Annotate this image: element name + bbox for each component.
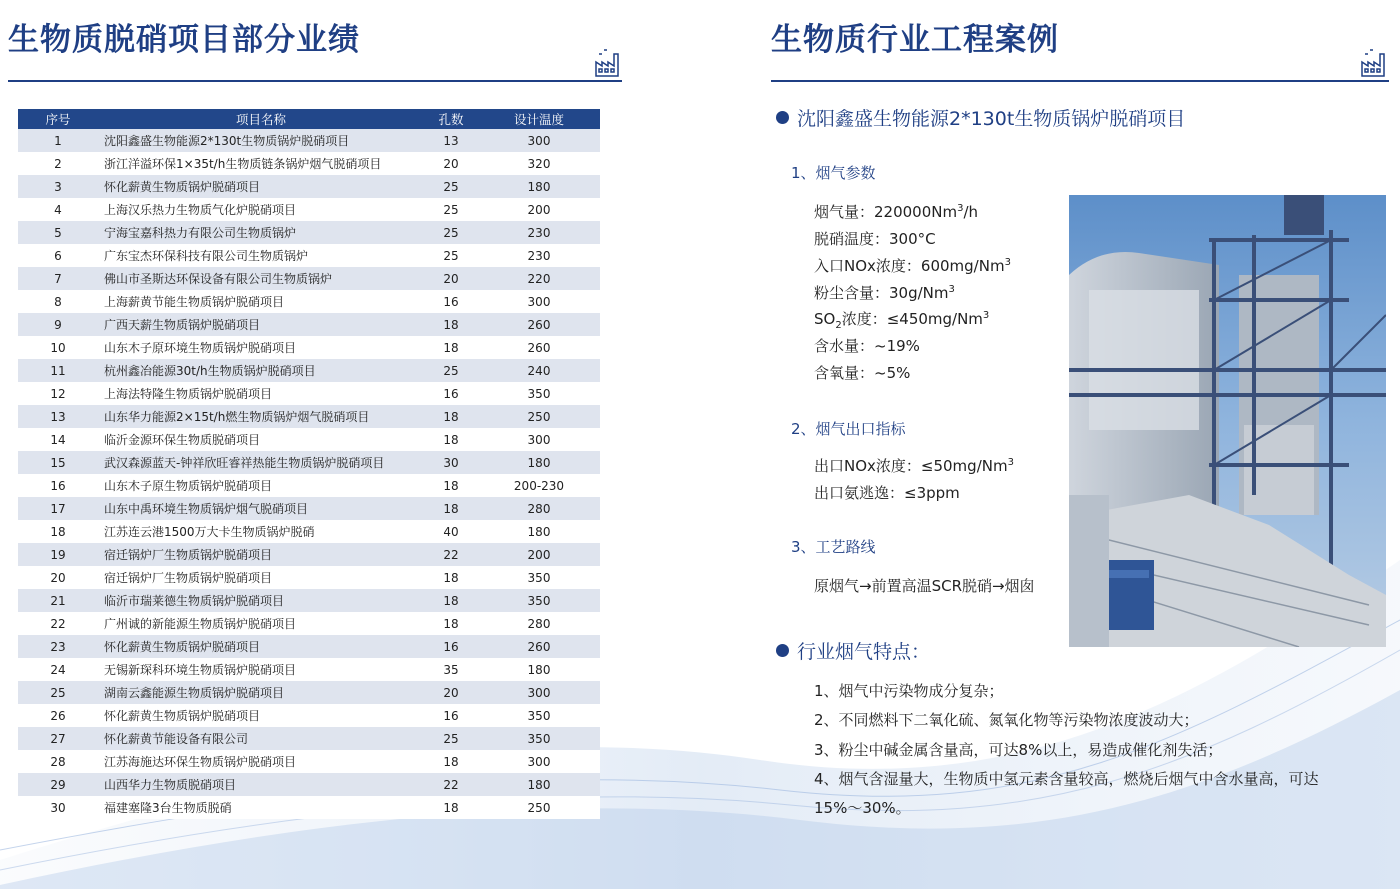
cell-holes: 22 bbox=[424, 543, 478, 566]
cell-design-temp: 230 bbox=[478, 244, 600, 267]
cell-project-name: 宿迁锅炉厂生物质锅炉脱硝项目 bbox=[98, 543, 424, 566]
cell-index: 29 bbox=[18, 773, 98, 796]
cell-project-name: 江苏海施达环保生物质锅炉脱硝项目 bbox=[98, 750, 424, 773]
cell-index: 10 bbox=[18, 336, 98, 359]
cell-holes: 20 bbox=[424, 267, 478, 290]
cell-index: 7 bbox=[18, 267, 98, 290]
section-outlet-indicators: 2、烟气出口指标 bbox=[791, 420, 906, 438]
table-row bbox=[18, 520, 600, 543]
denox-temperature: 脱硝温度：300°C bbox=[814, 230, 936, 248]
table-row bbox=[18, 589, 600, 612]
table-row bbox=[18, 750, 600, 773]
cell-design-temp: 350 bbox=[478, 382, 600, 405]
table-row bbox=[18, 382, 600, 405]
cell-index: 12 bbox=[18, 382, 98, 405]
section-flue-gas-params: 1、烟气参数 bbox=[791, 164, 876, 182]
right-title-rule bbox=[771, 80, 1389, 82]
cell-project-name: 无锡新琛科环境生物质锅炉脱硝项目 bbox=[98, 658, 424, 681]
cell-index: 2 bbox=[18, 152, 98, 175]
inlet-nox: 入口NOx浓度：600mg/Nm$^3$ bbox=[814, 257, 1011, 275]
cell-project-name: 宁海宝嘉科热力有限公司生物质锅炉 bbox=[98, 221, 424, 244]
cell-design-temp: 220 bbox=[478, 267, 600, 290]
cell-design-temp: 180 bbox=[478, 520, 600, 543]
cell-index: 17 bbox=[18, 497, 98, 520]
cell-design-temp: 250 bbox=[478, 405, 600, 428]
cell-holes: 18 bbox=[424, 336, 478, 359]
table-row bbox=[18, 175, 600, 198]
table-row bbox=[18, 336, 600, 359]
dust-content: 粉尘含量：30g/Nm$^3$ bbox=[814, 284, 955, 302]
features-heading bbox=[776, 637, 930, 664]
cell-design-temp: 200 bbox=[478, 198, 600, 221]
cell-design-temp: 180 bbox=[478, 451, 600, 474]
cell-design-temp: 260 bbox=[478, 635, 600, 658]
cell-holes: 25 bbox=[424, 175, 478, 198]
table-row bbox=[18, 497, 600, 520]
cell-design-temp: 320 bbox=[478, 152, 600, 175]
table-row bbox=[18, 129, 600, 152]
table-row bbox=[18, 658, 600, 681]
cell-design-temp: 180 bbox=[478, 773, 600, 796]
table-row bbox=[18, 727, 600, 750]
cell-holes: 18 bbox=[424, 589, 478, 612]
col-header-holes: 孔数 bbox=[424, 109, 478, 129]
cell-holes: 18 bbox=[424, 405, 478, 428]
cell-holes: 35 bbox=[424, 658, 478, 681]
cell-holes: 18 bbox=[424, 796, 478, 819]
cell-holes: 16 bbox=[424, 290, 478, 313]
cell-index: 8 bbox=[18, 290, 98, 313]
cell-holes: 18 bbox=[424, 474, 478, 497]
cell-index: 3 bbox=[18, 175, 98, 198]
table-row bbox=[18, 451, 600, 474]
scr-plant-photo bbox=[1069, 195, 1386, 647]
case-title bbox=[776, 104, 1185, 131]
cell-design-temp: 350 bbox=[478, 566, 600, 589]
cell-holes: 18 bbox=[424, 313, 478, 336]
left-page-title: 生物质脱硝项目部分业绩 bbox=[8, 22, 360, 58]
table-row bbox=[18, 405, 600, 428]
cell-design-temp: 280 bbox=[478, 497, 600, 520]
col-header-index: 序号 bbox=[18, 109, 98, 129]
cell-design-temp: 300 bbox=[478, 290, 600, 313]
cell-design-temp: 300 bbox=[478, 129, 600, 152]
cell-design-temp: 300 bbox=[478, 681, 600, 704]
feature-item: 3、粉尘中碱金属含量高，可达8%以上，易造成催化剂失活； bbox=[814, 741, 1223, 759]
cell-holes: 25 bbox=[424, 359, 478, 382]
cell-project-name: 山东华力能源2×15t/h燃生物质锅炉烟气脱硝项目 bbox=[98, 405, 424, 428]
oxygen-content: 含氧量：~5% bbox=[814, 364, 911, 382]
cell-design-temp: 260 bbox=[478, 313, 600, 336]
cell-project-name: 山东木子原生物质锅炉脱硝项目 bbox=[98, 474, 424, 497]
cell-project-name: 山西华力生物质脱硝项目 bbox=[98, 773, 424, 796]
table-row bbox=[18, 152, 600, 175]
section-process-route: 3、工艺路线 bbox=[791, 538, 876, 556]
cell-project-name: 怀化薪黄生物质锅炉脱硝项目 bbox=[98, 635, 424, 658]
cell-index: 15 bbox=[18, 451, 98, 474]
cell-design-temp: 230 bbox=[478, 221, 600, 244]
table-row bbox=[18, 198, 600, 221]
col-header-name: 项目名称 bbox=[98, 109, 424, 129]
cell-project-name: 佛山市圣斯达环保设备有限公司生物质锅炉 bbox=[98, 267, 424, 290]
cell-design-temp: 350 bbox=[478, 589, 600, 612]
cell-index: 24 bbox=[18, 658, 98, 681]
cell-project-name: 广西天薪生物质锅炉脱硝项目 bbox=[98, 313, 424, 336]
cell-index: 1 bbox=[18, 129, 98, 152]
cell-index: 9 bbox=[18, 313, 98, 336]
cell-index: 30 bbox=[18, 796, 98, 819]
cell-index: 16 bbox=[18, 474, 98, 497]
cell-index: 23 bbox=[18, 635, 98, 658]
cell-index: 20 bbox=[18, 566, 98, 589]
cell-index: 28 bbox=[18, 750, 98, 773]
cell-holes: 30 bbox=[424, 451, 478, 474]
cell-design-temp: 260 bbox=[478, 336, 600, 359]
table-header-row bbox=[18, 109, 600, 129]
cell-design-temp: 240 bbox=[478, 359, 600, 382]
cell-project-name: 沈阳鑫盛生物能源2*130t生物质锅炉脱硝项目 bbox=[98, 129, 424, 152]
left-title-rule bbox=[8, 80, 622, 82]
cell-index: 14 bbox=[18, 428, 98, 451]
cell-design-temp: 350 bbox=[478, 727, 600, 750]
table-row bbox=[18, 244, 600, 267]
cell-project-name: 上海薪黄节能生物质锅炉脱硝项目 bbox=[98, 290, 424, 313]
table-row bbox=[18, 474, 600, 497]
cell-project-name: 江苏连云港1500万大卡生物质锅炉脱硝 bbox=[98, 520, 424, 543]
table-row bbox=[18, 704, 600, 727]
cell-holes: 22 bbox=[424, 773, 478, 796]
cell-project-name: 广东宝杰环保科技有限公司生物质锅炉 bbox=[98, 244, 424, 267]
factory-icon bbox=[1360, 48, 1388, 78]
flue-gas-flow: 烟气量：220000Nm$^3$/h bbox=[814, 203, 979, 221]
cell-holes: 18 bbox=[424, 750, 478, 773]
ammonia-slip: 出口氨逃逸：≤3ppm bbox=[814, 484, 960, 502]
cell-index: 26 bbox=[18, 704, 98, 727]
cell-project-name: 杭州鑫冶能源30t/h生物质锅炉脱硝项目 bbox=[98, 359, 424, 382]
table-row bbox=[18, 359, 600, 382]
cell-project-name: 湖南云鑫能源生物质锅炉脱硝项目 bbox=[98, 681, 424, 704]
cell-holes: 25 bbox=[424, 198, 478, 221]
table-row bbox=[18, 635, 600, 658]
cell-project-name: 宿迁锅炉厂生物质锅炉脱硝项目 bbox=[98, 566, 424, 589]
cell-holes: 13 bbox=[424, 129, 478, 152]
features-heading-text: 行业烟气特点： bbox=[797, 641, 931, 663]
cell-holes: 18 bbox=[424, 566, 478, 589]
cell-project-name: 临沂市瑞莱德生物质锅炉脱硝项目 bbox=[98, 589, 424, 612]
table-row bbox=[18, 543, 600, 566]
cell-project-name: 山东木子原环境生物质锅炉脱硝项目 bbox=[98, 336, 424, 359]
cell-holes: 16 bbox=[424, 635, 478, 658]
table-row bbox=[18, 796, 600, 819]
cell-project-name: 上海法特隆生物质锅炉脱硝项目 bbox=[98, 382, 424, 405]
cell-project-name: 武汉森源蓝天-钟祥欣旺睿祥热能生物质锅炉脱硝项目 bbox=[98, 451, 424, 474]
table-row bbox=[18, 612, 600, 635]
cell-holes: 16 bbox=[424, 704, 478, 727]
table-row bbox=[18, 773, 600, 796]
cell-holes: 25 bbox=[424, 727, 478, 750]
cell-design-temp: 180 bbox=[478, 175, 600, 198]
cell-project-name: 怀化薪黄生物质锅炉脱硝项目 bbox=[98, 704, 424, 727]
cell-design-temp: 250 bbox=[478, 796, 600, 819]
cell-index: 19 bbox=[18, 543, 98, 566]
bullet-dot bbox=[776, 644, 789, 657]
cell-project-name: 上海汉乐热力生物质气化炉脱硝项目 bbox=[98, 198, 424, 221]
feature-item: 2、不同燃料下二氧化硫、氮氧化物等污染物浓度波动大； bbox=[814, 711, 1199, 729]
cell-project-name: 怀化薪黄节能设备有限公司 bbox=[98, 727, 424, 750]
case-title-text: 沈阳鑫盛生物能源2*130t生物质锅炉脱硝项目 bbox=[797, 108, 1186, 130]
cell-index: 25 bbox=[18, 681, 98, 704]
cell-index: 4 bbox=[18, 198, 98, 221]
cell-project-name: 浙江洋溢环保1×35t/h生物质链条锅炉烟气脱硝项目 bbox=[98, 152, 424, 175]
cell-holes: 18 bbox=[424, 428, 478, 451]
cell-design-temp: 300 bbox=[478, 750, 600, 773]
cell-index: 21 bbox=[18, 589, 98, 612]
table-row bbox=[18, 267, 600, 290]
cell-holes: 18 bbox=[424, 497, 478, 520]
table-row bbox=[18, 566, 600, 589]
right-page-title: 生物质行业工程案例 bbox=[771, 22, 1059, 58]
cell-project-name: 广州诚的新能源生物质锅炉脱硝项目 bbox=[98, 612, 424, 635]
table-row bbox=[18, 428, 600, 451]
process-route: 原烟气→前置高温SCR脱硝→烟囱 bbox=[814, 577, 1035, 595]
cell-design-temp: 180 bbox=[478, 658, 600, 681]
cell-holes: 20 bbox=[424, 681, 478, 704]
cell-design-temp: 200 bbox=[478, 543, 600, 566]
cell-project-name: 山东中禹环境生物质锅炉烟气脱硝项目 bbox=[98, 497, 424, 520]
cell-project-name: 临沂金源环保生物质脱硝项目 bbox=[98, 428, 424, 451]
factory-icon bbox=[594, 48, 622, 78]
cell-design-temp: 280 bbox=[478, 612, 600, 635]
table-row bbox=[18, 681, 600, 704]
outlet-nox: 出口NOx浓度：$\le 50mg/Nm^3$ bbox=[814, 457, 1014, 475]
cell-design-temp: 200-230 bbox=[478, 474, 600, 497]
cell-holes: 40 bbox=[424, 520, 478, 543]
cell-index: 5 bbox=[18, 221, 98, 244]
table-row bbox=[18, 313, 600, 336]
cell-project-name: 怀化薪黄生物质锅炉脱硝项目 bbox=[98, 175, 424, 198]
feature-item: 15%～30%。 bbox=[814, 799, 911, 817]
cell-index: 27 bbox=[18, 727, 98, 750]
cell-holes: 25 bbox=[424, 221, 478, 244]
cell-index: 6 bbox=[18, 244, 98, 267]
cell-index: 18 bbox=[18, 520, 98, 543]
col-header-temp: 设计温度 bbox=[478, 109, 600, 129]
so2-concentration: $SO_2$浓度：$\le 450mg/Nm^3$ bbox=[814, 310, 990, 331]
cell-design-temp: 350 bbox=[478, 704, 600, 727]
cell-holes: 20 bbox=[424, 152, 478, 175]
project-table bbox=[18, 109, 600, 819]
table-row bbox=[18, 221, 600, 244]
water-content: 含水量：~19% bbox=[814, 337, 920, 355]
feature-item: 4、烟气含湿量大，生物质中氢元素含量较高，燃烧后烟气中含水量高，可达 bbox=[814, 770, 1319, 788]
cell-holes: 25 bbox=[424, 244, 478, 267]
bullet-dot bbox=[776, 111, 789, 124]
cell-project-name: 福建塞隆3台生物质脱硝 bbox=[98, 796, 424, 819]
table-row bbox=[18, 290, 600, 313]
cell-index: 11 bbox=[18, 359, 98, 382]
cell-design-temp: 300 bbox=[478, 428, 600, 451]
cell-index: 13 bbox=[18, 405, 98, 428]
cell-holes: 16 bbox=[424, 382, 478, 405]
feature-item: 1、烟气中污染物成分复杂； bbox=[814, 682, 1004, 700]
cell-holes: 18 bbox=[424, 612, 478, 635]
cell-index: 22 bbox=[18, 612, 98, 635]
